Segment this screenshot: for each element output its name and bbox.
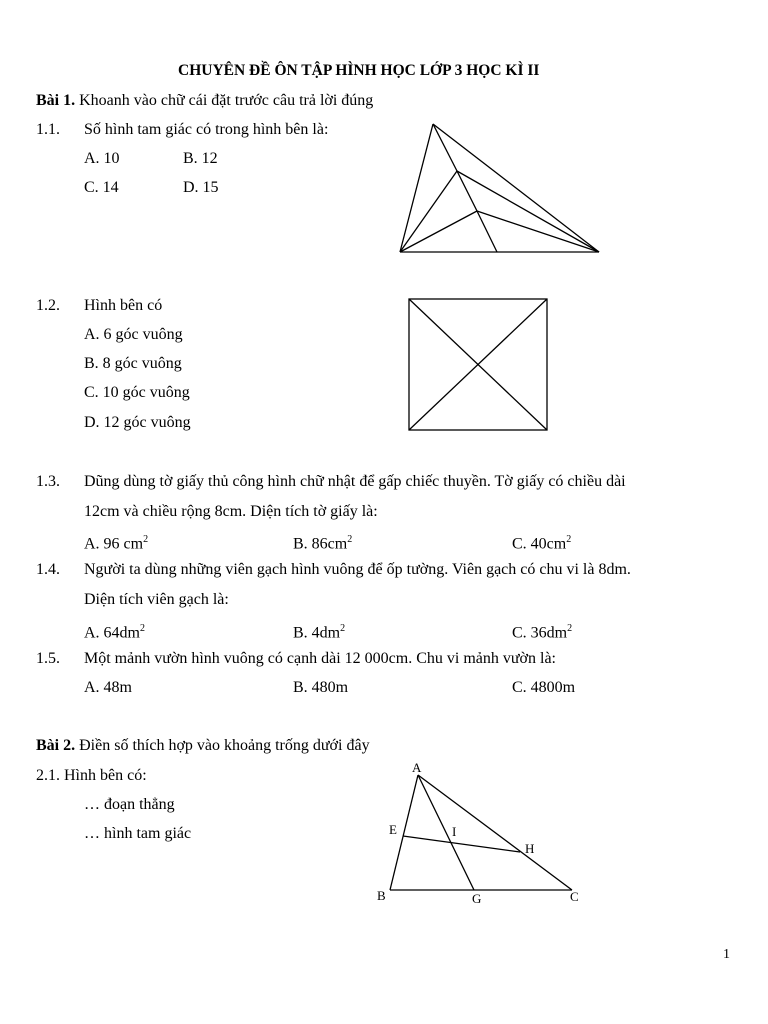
q1-3-option-b-text: B. 86cm (293, 535, 348, 553)
q1-5-option-c: C. 4800m (512, 679, 576, 696)
q1-4-option-b-text: B. 4dm (293, 624, 341, 642)
q1-5-option-b: B. 480m (293, 679, 349, 696)
superscript: 2 (566, 534, 572, 545)
q1-4-option-c-text: C. 36dm (512, 624, 568, 642)
q1-1-option-d: D. 15 (183, 179, 219, 196)
q1-3-number: 1.3. (36, 473, 60, 490)
label-e: E (389, 822, 397, 837)
q1-2-option-c: C. 10 góc vuông (84, 384, 190, 401)
superscript: 2 (140, 623, 145, 634)
q1-5-line1: Một mảnh vườn hình vuông có cạnh dài 12 000cm. Chu vi mảnh vườn là: (84, 650, 556, 667)
label-g: G (472, 891, 482, 906)
page-title: CHUYÊN ĐỀ ÔN TẬP HÌNH HỌC LỚP 3 HỌC KÌ II (178, 62, 540, 79)
label-c: C (570, 889, 579, 904)
q1-2-text: Hình bên có (84, 297, 163, 314)
label-b: B (377, 888, 386, 903)
q1-5-number: 1.5. (36, 650, 60, 667)
label-i: I (452, 824, 457, 839)
bai1-label: Bài 1. (36, 92, 76, 109)
bai2-label: Bài 2. (36, 737, 76, 754)
superscript: 2 (347, 534, 353, 545)
q2-1-line2: … hình tam giác (84, 825, 192, 842)
page-number: 1 (723, 947, 730, 962)
q1-2-option-a: A. 6 góc vuông (84, 326, 183, 343)
q1-4-line2: Diện tích viên gạch là: (84, 591, 229, 608)
q1-4-line1: Người ta dùng những viên gạch hình vuông để ốp tường. Viên gạch có chu vi là 8dm. (84, 561, 631, 578)
superscript: 2 (143, 534, 149, 545)
label-h: H (525, 841, 535, 856)
q1-1-option-b: B. 12 (183, 150, 218, 167)
q2-1-line1: … đoạn thẳng (84, 796, 175, 813)
q1-4-number: 1.4. (36, 561, 60, 578)
superscript: 2 (567, 623, 573, 634)
bai1-instruction: Khoanh vào chữ cái đặt trước câu trả lời đúng (79, 92, 374, 109)
q1-1-text: Số hình tam giác có trong hình bên là: (84, 121, 329, 138)
q1-2-number: 1.2. (36, 297, 60, 314)
q1-4-option-a-text: A. 64dm (84, 624, 140, 642)
q1-2-option-b: B. 8 góc vuông (84, 355, 182, 372)
q1-5-option-a: A. 48m (84, 679, 132, 696)
q1-1-option-c: C. 14 (84, 179, 119, 196)
q1-3-option-a-text: A. 96 cm (84, 535, 144, 553)
q1-1-number: 1.1. (36, 121, 60, 138)
q2-1-text: 2.1. Hình bên có: (36, 767, 147, 784)
q1-3-option-c-text: C. 40cm (512, 535, 567, 553)
q1-3-line2: 12cm và chiều rộng 8cm. Diện tích tờ giấy là: (84, 503, 378, 520)
q1-1-option-a: A. 10 (84, 150, 120, 167)
q1-3-line1: Dũng dùng tờ giấy thủ công hình chữ nhật để gấp chiếc thuyền. Tờ giấy có chiều dài (84, 473, 626, 490)
bai2-instruction: Điền số thích hợp vào khoảng trống dưới đây (79, 737, 370, 754)
q1-2-option-d: D. 12 góc vuông (84, 414, 191, 431)
label-a: A (412, 760, 422, 775)
superscript: 2 (340, 623, 346, 634)
